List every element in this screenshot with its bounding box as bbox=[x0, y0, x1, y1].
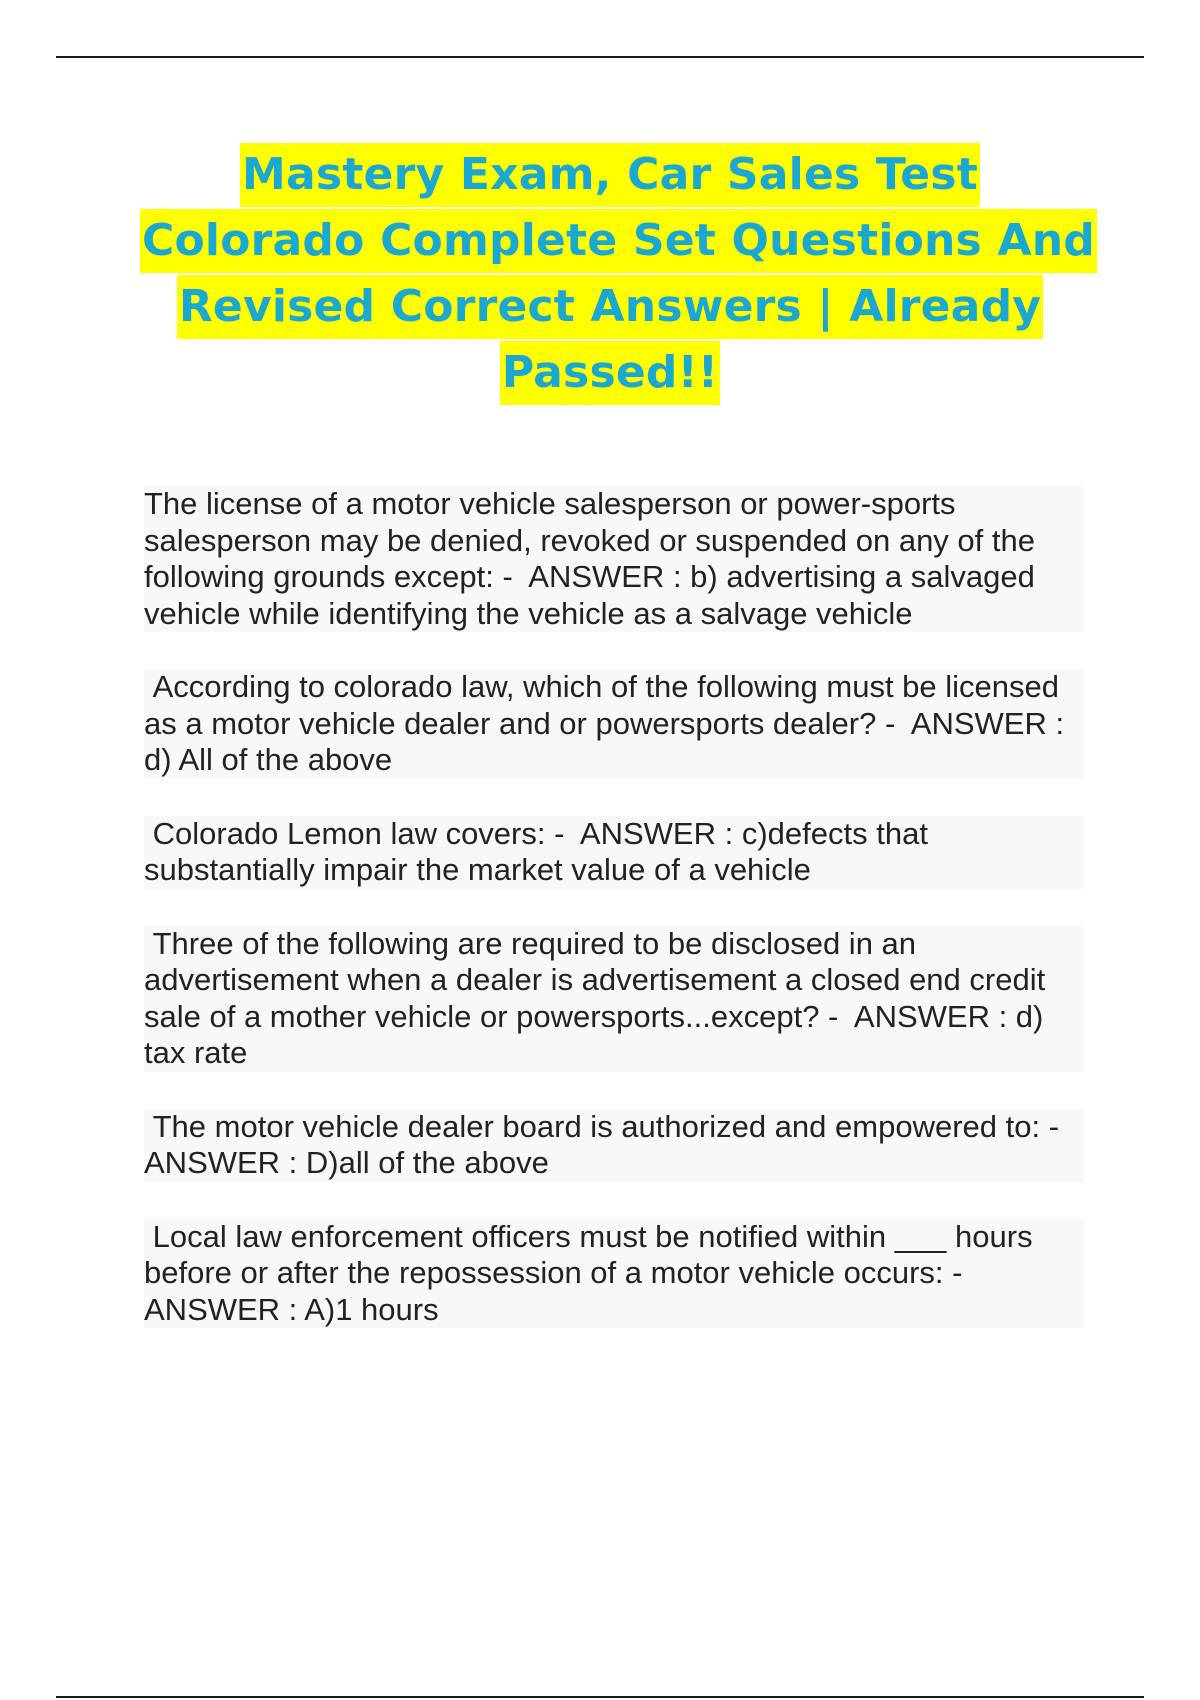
title-line-1: Mastery Exam, Car Sales Test bbox=[240, 143, 980, 207]
qa-item-6: Local law enforcement officers must be notified within ___ hours before or after the repossession of a motor vehicle occurs: - ANSWER : A)1 hours bbox=[144, 1219, 1084, 1329]
qa-item-2: According to colorado law, which of the following must be licensed as a motor vehicle dealer and or powersports dealer? - ANSWER : d) All of the above bbox=[144, 669, 1084, 779]
title-line-2: Colorado Complete Set Questions And bbox=[140, 209, 1097, 273]
bottom-rule bbox=[56, 1696, 1144, 1698]
qa-item-5: The motor vehicle dealer board is authorized and empowered to: - ANSWER : D)all of the above bbox=[144, 1109, 1084, 1182]
title-line-3: Revised Correct Answers | Already bbox=[177, 275, 1043, 339]
title-line-4: Passed!! bbox=[500, 341, 720, 405]
qa-item-3: Colorado Lemon law covers: - ANSWER : c)defects that substantially impair the market value of a vehicle bbox=[144, 816, 1084, 889]
qa-item-4: Three of the following are required to be disclosed in an advertisement when a dealer is advertisement a closed end credit sale of a mother vehicle or powersports...except? - ANSWER : d) tax rate bbox=[144, 926, 1084, 1072]
question-answer-list bbox=[144, 486, 1084, 1365]
qa-item-1: The license of a motor vehicle salesperson or power-sports salesperson may be denied, revoked or suspended on any of the following grounds except: - ANSWER : b) advertising a salvaged vehicle while identifying the vehicle as a salvage vehicle bbox=[144, 486, 1084, 632]
document-title bbox=[140, 142, 1095, 406]
top-rule bbox=[56, 56, 1144, 58]
